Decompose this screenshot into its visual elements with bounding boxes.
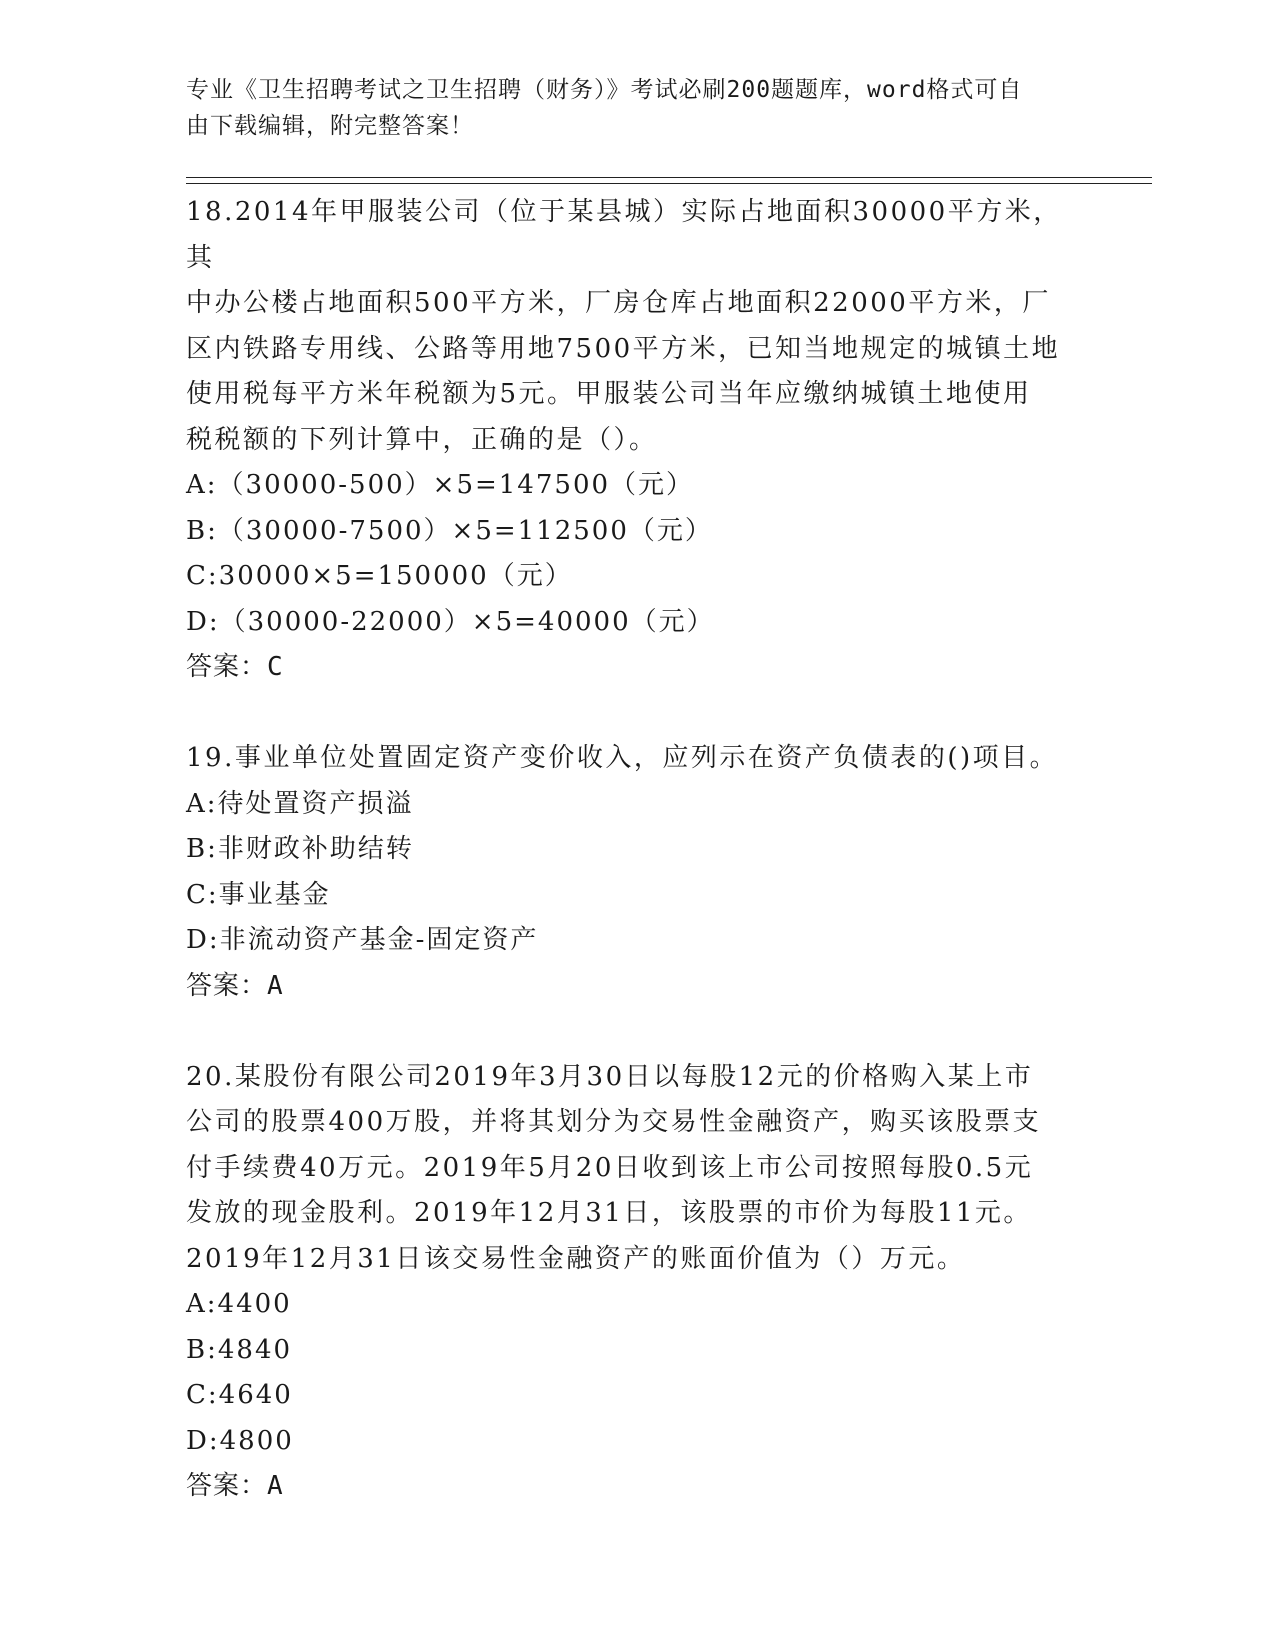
question-20	[186, 1055, 1086, 1510]
stem-line: 税税额的下列计算中，正确的是（）。	[186, 424, 658, 455]
option-c: C:30000×5=150000（元）	[186, 561, 573, 591]
question-spacer	[186, 691, 1086, 737]
stem-line: 18.2014年甲服装公司（位于某县城）实际占地面积30000平方米，其	[186, 197, 1062, 273]
question-18	[186, 190, 1086, 691]
option-a: A:待处置资产损溢	[186, 788, 414, 819]
option-b: B:非财政补助结转	[186, 834, 414, 864]
stem-line: 发放的现金股利。2019年12月31日，该股票的市价为每股11元。	[186, 1198, 1032, 1228]
question-stem	[186, 1055, 1076, 1283]
question-stem	[186, 190, 1076, 463]
document-header	[186, 72, 1066, 144]
option-b: B:4840	[186, 1334, 293, 1365]
stem-line: 20.某股份有限公司2019年3月30日以每股12元的价格购入某上市	[186, 1061, 1034, 1092]
stem-line: 中办公楼占地面积500平方米，厂房仓库占地面积22000平方米，厂	[186, 288, 1051, 318]
header-line-2: 由下载编辑，附完整答案！	[186, 113, 474, 139]
header-divider-top	[186, 177, 1152, 178]
answer-label: 答案：A	[186, 970, 284, 1001]
question-list	[186, 190, 1086, 1510]
answer-label: 答案：C	[186, 652, 284, 682]
question-spacer	[186, 1009, 1086, 1055]
question-stem	[186, 736, 1076, 782]
option-d: D:（30000-22000）×5=40000（元）	[186, 606, 715, 637]
question-19	[186, 736, 1086, 1009]
option-c: C:4640	[186, 1380, 293, 1410]
option-d: D:非流动资产基金-固定资产	[186, 925, 539, 955]
option-a: A:（30000-500）×5=147500（元）	[186, 470, 695, 500]
stem-line: 区内铁路专用线、公路等用地7500平方米，已知当地规定的城镇土地	[186, 333, 1061, 364]
stem-line: 19.事业单位处置固定资产变价收入，应列示在资产负债表的()项目。	[186, 743, 1059, 773]
header-divider-bottom	[186, 183, 1152, 184]
stem-line: 付手续费40万元。2019年5月20日收到该上市公司按照每股0.5元	[186, 1152, 1034, 1183]
header-line-1: 专业《卫生招聘考试之卫生招聘（财务）》考试必刷200题题库，word格式可自	[186, 77, 1023, 103]
option-d: D:4800	[186, 1425, 294, 1456]
option-b: B:（30000-7500）×5=112500（元）	[186, 515, 713, 546]
stem-line: 使用税每平方米年税额为5元。甲服装公司当年应缴纳城镇土地使用	[186, 379, 1032, 409]
option-a: A:4400	[186, 1289, 292, 1319]
answer-label: 答案：A	[186, 1471, 284, 1501]
stem-line: 2019年12月31日该交易性金融资产的账面价值为（）万元。	[186, 1243, 966, 1274]
stem-line: 公司的股票400万股，并将其划分为交易性金融资产，购买该股票支	[186, 1107, 1042, 1137]
option-c: C:事业基金	[186, 879, 331, 910]
